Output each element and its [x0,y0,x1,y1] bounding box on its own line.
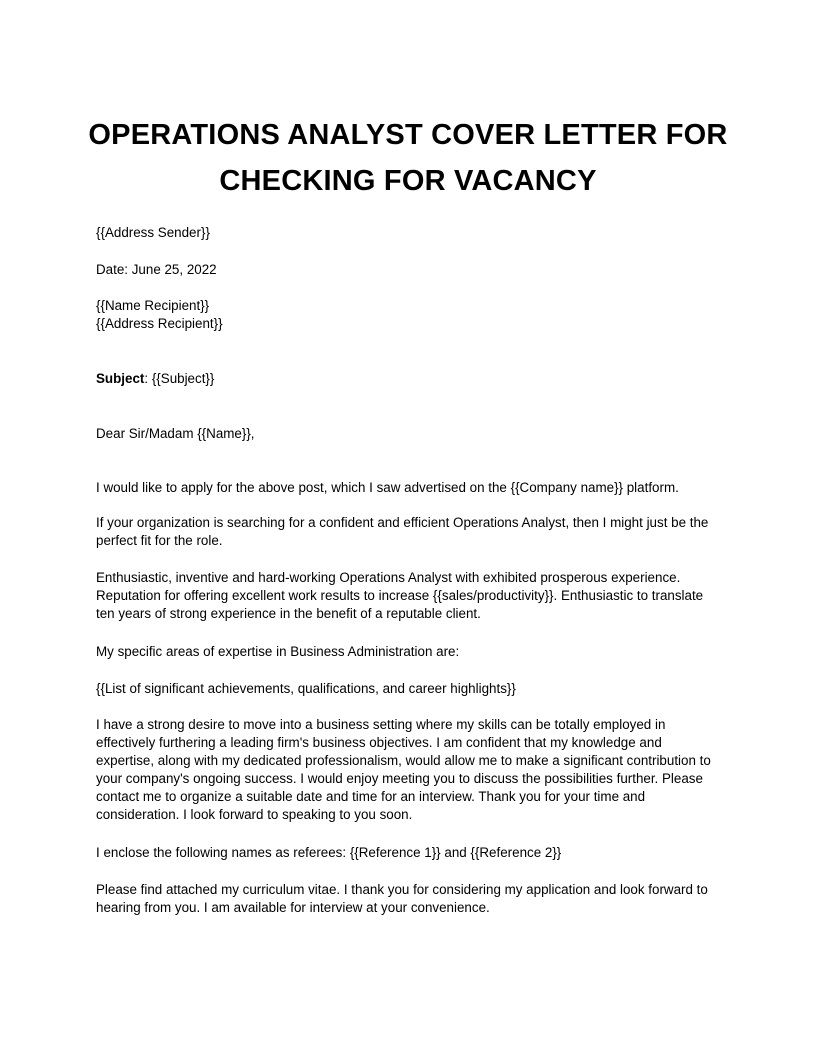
subject-line [96,370,722,388]
paragraph-fit: If your organization is searching for a confident and efficient Operations Analyst, then I might just be the perfect fit for the role. [96,515,709,548]
subject-value: : {{Subject}} [144,371,215,386]
address-sender: {{Address Sender}} [96,225,210,240]
paragraph-references: I enclose the following names as referees: {{Reference 1}} and {{Reference 2}} [96,845,562,860]
letter-date: Date: June 25, 2022 [96,262,217,277]
subject-label: Subject [96,371,145,386]
document-title [60,112,756,204]
paragraph-expertise-intro: My specific areas of expertise in Business Administration are: [96,644,460,659]
paragraph-achievements: {{List of significant achievements, qualifications, and career highlights}} [96,681,516,696]
paragraph-closing: Please find attached my curriculum vitae. I thank you for considering my application and look forward to hearing from you. I am available for interview at your convenience. [96,882,708,915]
title-line-1: OPERATIONS ANALYST COVER LETTER FOR [88,119,728,151]
recipient-block [96,297,722,333]
address-recipient: {{Address Recipient}} [96,316,223,331]
name-recipient: {{Name Recipient}} [96,298,210,313]
paragraph-intro: I would like to apply for the above post, which I saw advertised on the {{Company name}} platform. [96,480,679,495]
salutation: Dear Sir/Madam {{Name}}, [96,426,255,441]
title-line-2: CHECKING FOR VACANCY [219,165,597,197]
paragraph-profile: Enthusiastic, inventive and hard-working Operations Analyst with exhibited prosperous experience. Reputation for offering excellent work results to increase {{sales/productivity}}. Enthusiastic to translate ten years of strong experience in the benefit of a reputable client. [96,570,704,621]
paragraph-motivation: I have a strong desire to move into a business setting where my skills can be totally employed in effectively furthering a leading firm's business objectives. I am confident that my knowledge and expertise, along with my dedicated professionalism, would allow me to make a significant contribution to your company's ongoing success. I would enjoy meeting you to discuss the possibilities further. Please contact me to organize a suitable date and time for an interview. Thank you for your time and consideration. I look forward to speaking to you soon. [96,717,711,822]
